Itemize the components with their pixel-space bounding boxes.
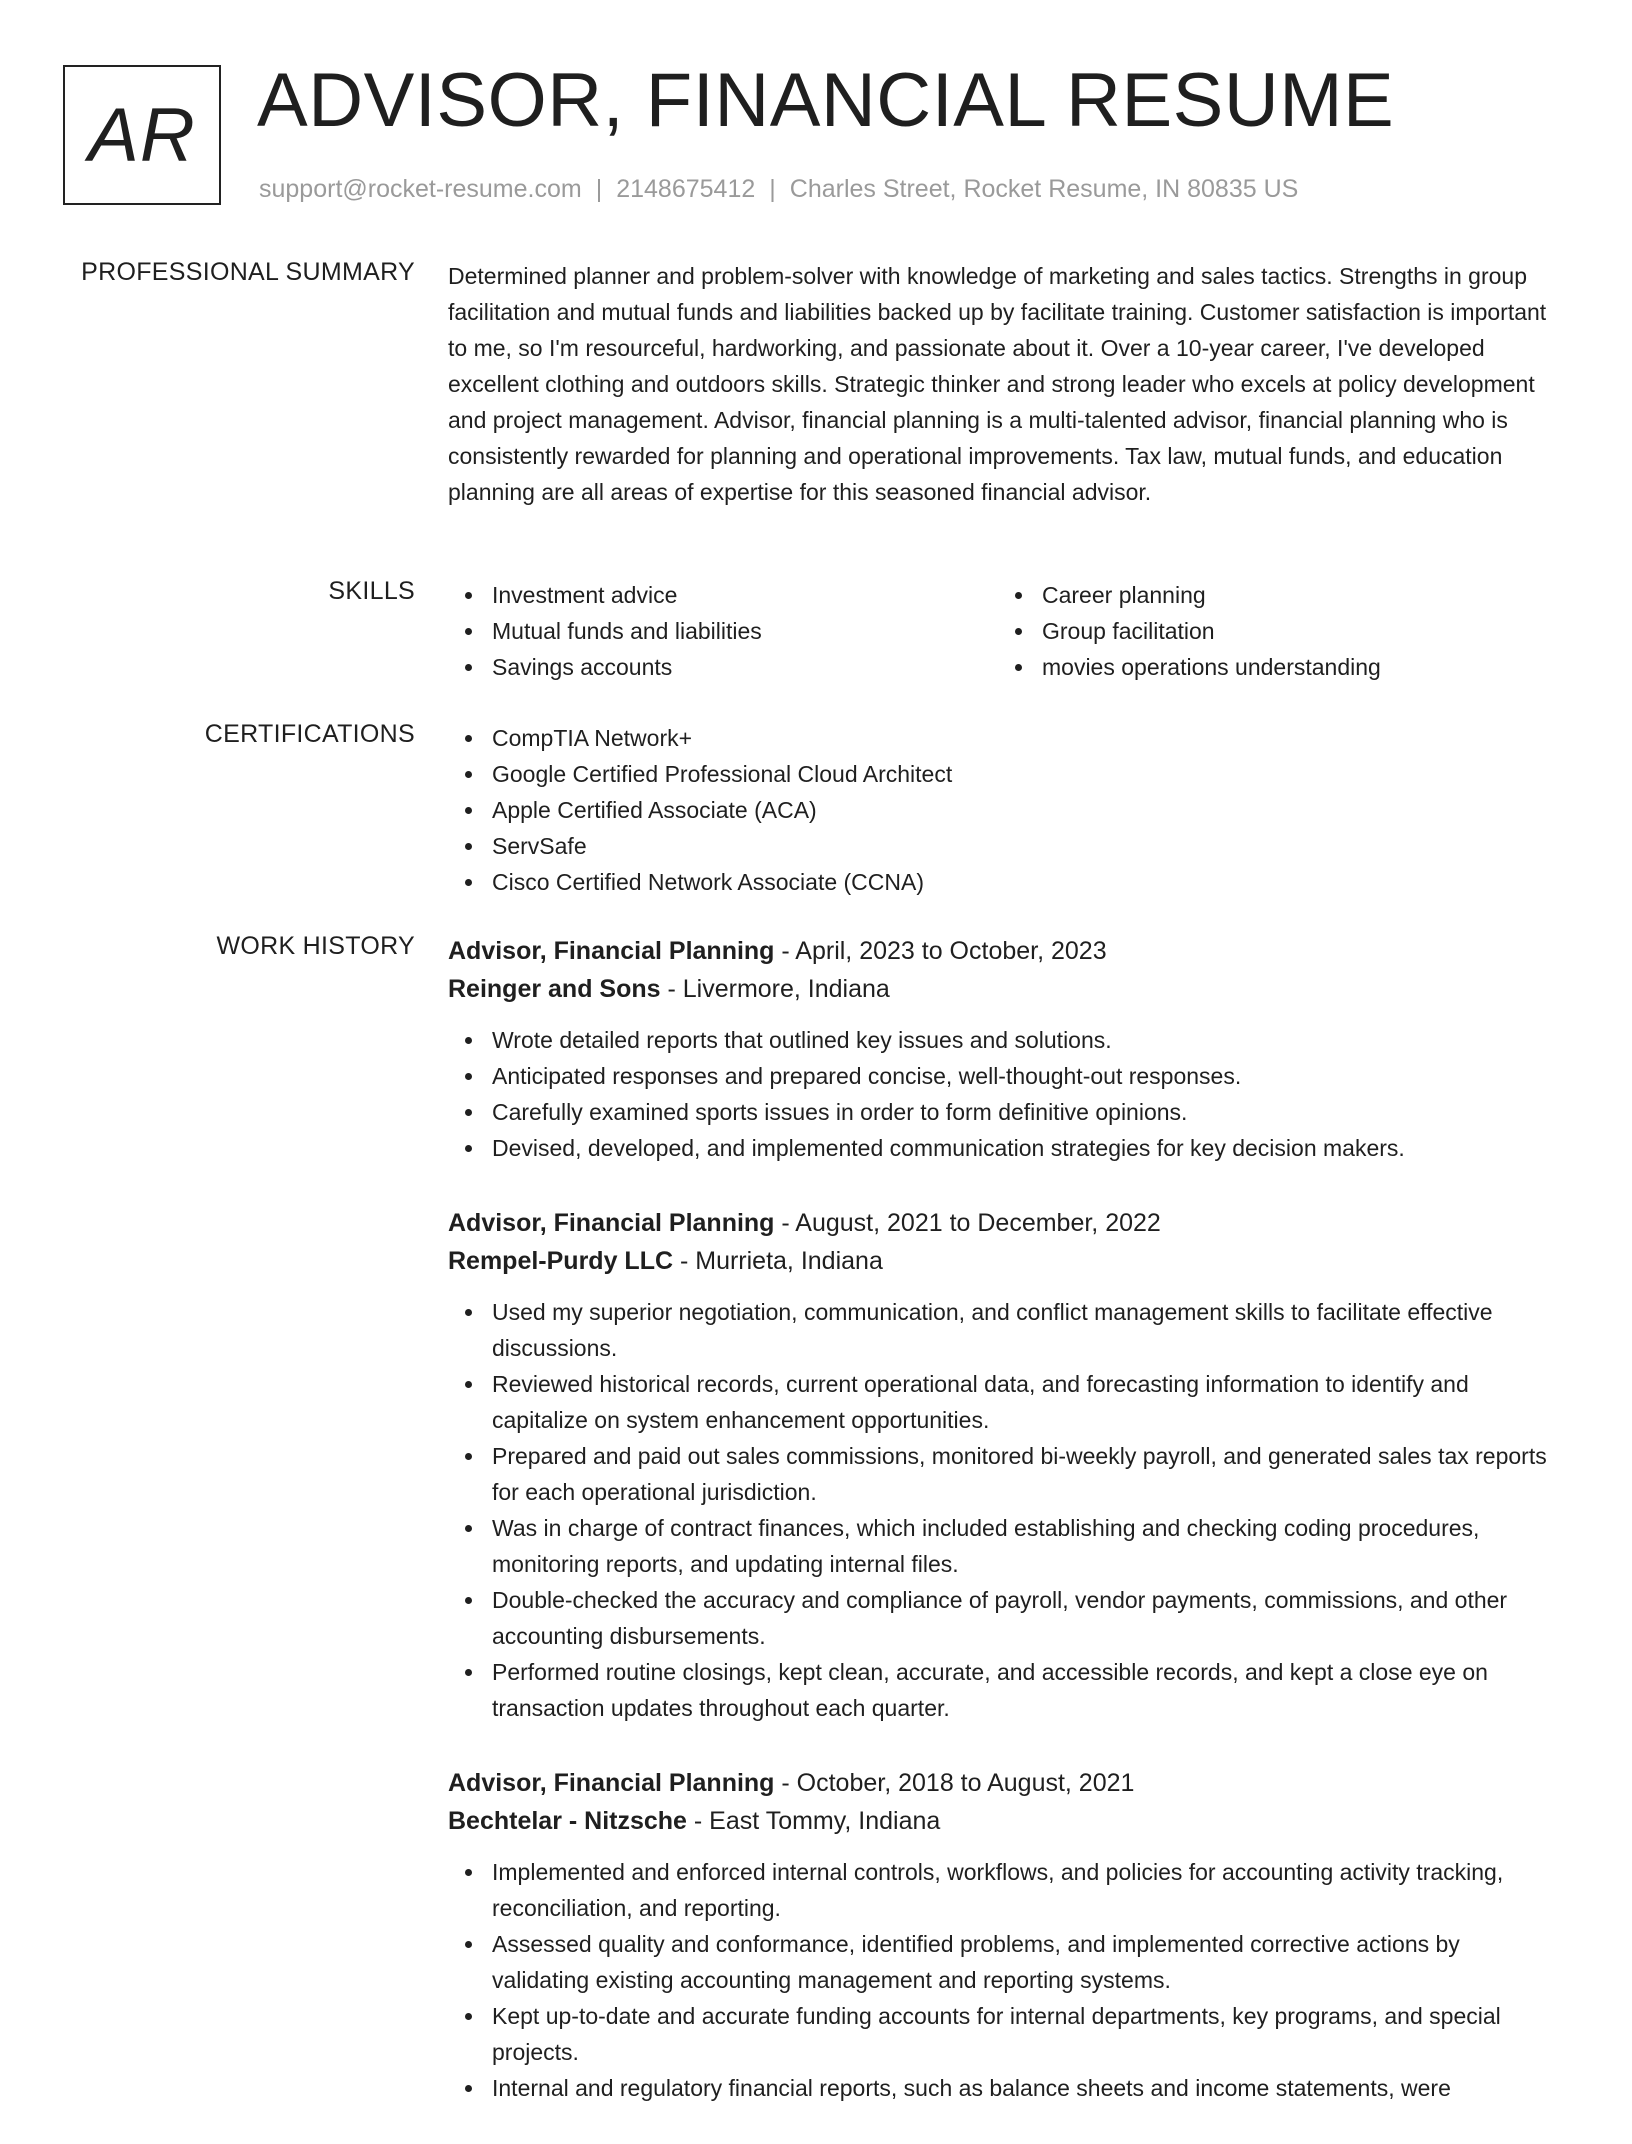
job-bullet: Internal and regulatory financial reports, such as balance sheets and income statements, were <box>448 2070 1563 2106</box>
job-bullet: Prepared and paid out sales commissions, monitored bi-weekly payroll, and generated sales tax reports for each operational jurisdiction. <box>448 1438 1563 1510</box>
skills-list-left <box>448 577 998 685</box>
skill-item: Investment advice <box>448 577 998 613</box>
job-bullet: Assessed quality and conformance, identified problems, and implemented corrective actions by validating existing accounting management and reporting systems. <box>448 1926 1563 1998</box>
job-title: Advisor, Financial Planning <box>448 1209 775 1237</box>
job-bullet: Devised, developed, and implemented communication strategies for key decision makers. <box>448 1130 1563 1166</box>
section-label-work-history: WORK HISTORY <box>216 932 415 960</box>
resume-header <box>63 58 1583 210</box>
summary-body <box>448 258 1563 510</box>
job-bullets <box>448 1854 1563 2106</box>
job-title-line <box>448 1764 1563 1802</box>
certification-item: Cisco Certified Network Associate (CCNA) <box>448 864 1563 900</box>
job-bullet: Carefully examined sports issues in order to form definitive opinions. <box>448 1094 1563 1130</box>
job-bullet: Anticipated responses and prepared concise, well-thought-out responses. <box>448 1058 1563 1094</box>
certification-item: Apple Certified Associate (ACA) <box>448 792 1563 828</box>
monogram-box <box>63 65 221 205</box>
certification-item: ServSafe <box>448 828 1563 864</box>
skills-list-right <box>998 577 1548 685</box>
job-bullet: Reviewed historical records, current operational data, and forecasting information to identify and capitalize on system enhancement opportunities. <box>448 1366 1563 1438</box>
job-bullets <box>448 1022 1563 1166</box>
job-title: Advisor, Financial Planning <box>448 1769 775 1797</box>
certifications-body <box>448 720 1563 900</box>
job-location: - Livermore, Indiana <box>660 975 890 1003</box>
job-dates: - August, 2021 to December, 2022 <box>774 1209 1161 1237</box>
section-label-skills: SKILLS <box>328 577 415 605</box>
resume-title: ADVISOR, FINANCIAL RESUME <box>257 58 1395 143</box>
job-company: Rempel-Purdy LLC <box>448 1247 674 1275</box>
summary-text: Determined planner and problem-solver with knowledge of marketing and sales tactics. Strengths in group facilitation and mutual funds and liabilities backed up by facilitate training. Customer satisfaction is important to me, so I'm resourceful, hardworking, and passionate about it. Over a 10-year career, I've developed excellent clothing and outdoors skills. Strategic thinker and strong leader who excels at policy development and project management. Advisor, financial planning is a multi-talented advisor, financial planning who is consistently rewarded for planning and operational improvements. Tax law, mutual funds, and education planning are all areas of expertise for this seasoned financial advisor. <box>448 263 1547 505</box>
skills-grid <box>448 577 1563 685</box>
certification-item: Google Certified Professional Cloud Architect <box>448 756 1563 792</box>
skill-item: Group facilitation <box>998 613 1548 649</box>
job-bullet: Used my superior negotiation, communication, and conflict management skills to facilitate effective discussions. <box>448 1294 1563 1366</box>
contact-phone: 2148675412 <box>616 175 756 203</box>
job-company: Bechtelar - Nitzsche <box>448 1807 687 1835</box>
job-location: - Murrieta, Indiana <box>673 1247 883 1275</box>
job-title-line <box>448 1204 1563 1242</box>
skills-body <box>448 577 1563 685</box>
job-bullet: Implemented and enforced internal controls, workflows, and policies for accounting activity tracking, reconciliation, and reporting. <box>448 1854 1563 1926</box>
job-entry <box>448 932 1563 1166</box>
job-company-line <box>448 1242 1563 1280</box>
job-bullets <box>448 1294 1563 1726</box>
job-company-line <box>448 1802 1563 1840</box>
work-history-body <box>448 932 1563 2144</box>
job-company: Reinger and Sons <box>448 975 661 1003</box>
skill-item: Mutual funds and liabilities <box>448 613 998 649</box>
job-dates: - October, 2018 to August, 2021 <box>774 1769 1135 1797</box>
contact-separator: | <box>595 175 603 203</box>
job-bullet: Performed routine closings, kept clean, accurate, and accessible records, and kept a close eye on transaction updates throughout each quarter. <box>448 1654 1563 1726</box>
monogram-initials: AR <box>88 92 196 178</box>
job-bullet: Wrote detailed reports that outlined key issues and solutions. <box>448 1022 1563 1058</box>
job-dates: - April, 2023 to October, 2023 <box>774 937 1107 965</box>
contact-address: Charles Street, Rocket Resume, IN 80835 US <box>789 175 1299 203</box>
job-location: - East Tommy, Indiana <box>686 1807 941 1835</box>
job-bullet: Double-checked the accuracy and compliance of payroll, vendor payments, commissions, and other accounting disbursements. <box>448 1582 1563 1654</box>
skill-item: Career planning <box>998 577 1548 613</box>
job-entry <box>448 1204 1563 1726</box>
job-bullet: Kept up-to-date and accurate funding accounts for internal departments, key programs, and special projects. <box>448 1998 1563 2070</box>
certifications-list <box>448 720 1563 900</box>
section-label-summary: PROFESSIONAL SUMMARY <box>81 258 415 286</box>
job-bullet: Was in charge of contract finances, which included establishing and checking coding procedures, monitoring reports, and updating internal files. <box>448 1510 1563 1582</box>
skill-item: movies operations understanding <box>998 649 1548 685</box>
skill-item: Savings accounts <box>448 649 998 685</box>
job-company-line <box>448 970 1563 1008</box>
contact-separator: | <box>769 175 776 203</box>
job-entry <box>448 1764 1563 2106</box>
contact-line <box>259 175 1298 204</box>
contact-email: support@rocket-resume.com <box>259 175 582 203</box>
job-title-line <box>448 932 1563 970</box>
certification-item: CompTIA Network+ <box>448 720 1563 756</box>
job-title: Advisor, Financial Planning <box>448 937 775 965</box>
section-label-certifications: CERTIFICATIONS <box>204 720 415 748</box>
